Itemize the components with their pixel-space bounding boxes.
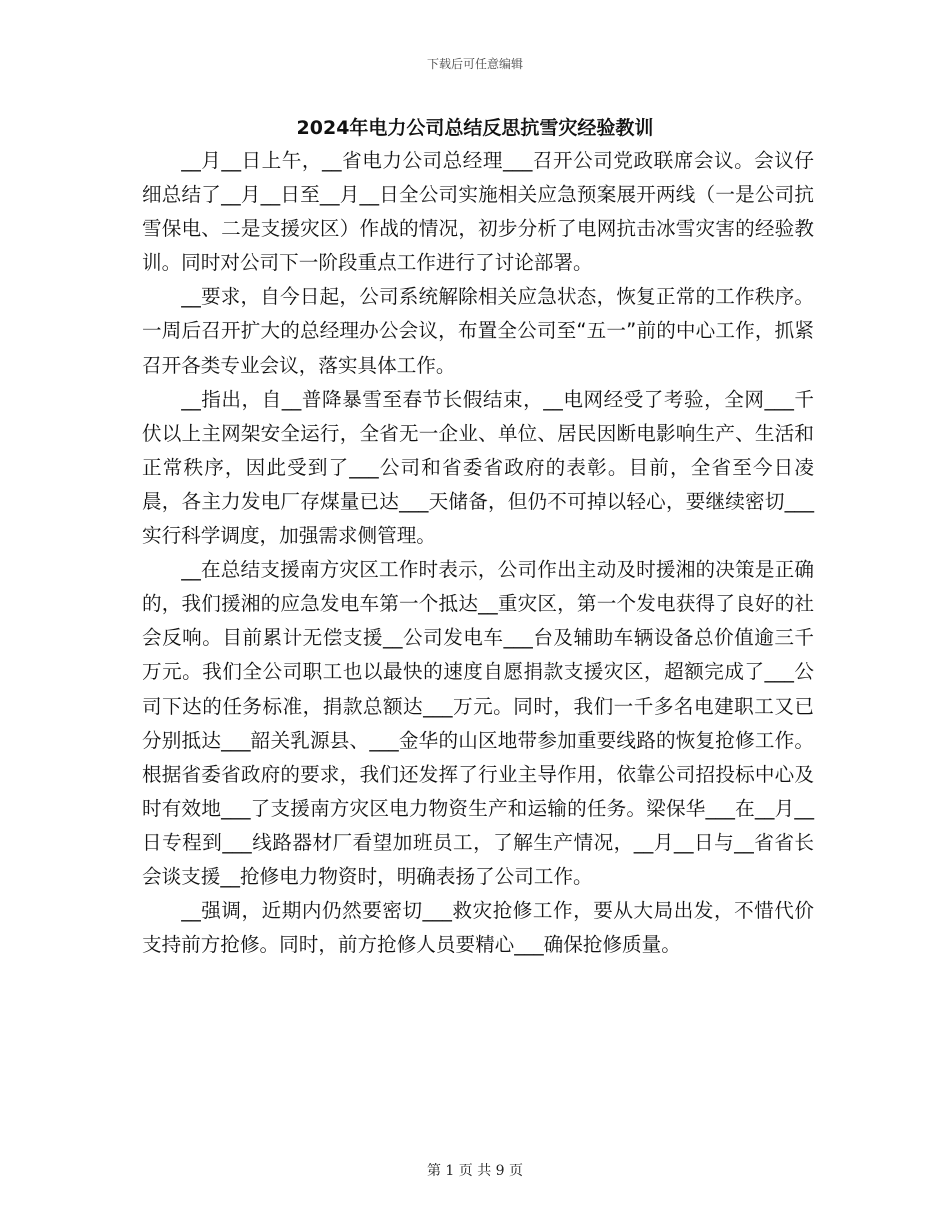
document-body: [142, 144, 814, 962]
paragraph: __要求，自今日起，公司系统解除相关应急状态，恢复正常的工作秩序。一周后召开扩大的总经理办公会议，布置全公司至“五一”前的中心工作，抓紧召开各类专业会议，落实具体工作。: [142, 285, 814, 377]
paragraph: __强调，近期内仍然要密切___救灾抢修工作，要从大局出发，不惜代价支持前方抢修。同时，前方抢修人员要精心___确保抢修质量。: [142, 899, 814, 957]
header-note: 下载后可任意编辑: [426, 57, 523, 71]
paragraph: __月__日上午，__省电力公司总经理___召开公司党政联席会议。会议仔细总结了__月__日至__月__日全公司实施相关应急预案展开两线（一是公司抗雪保电、二是支援灾区）作战的情况，初步分析了电网抗击冰雪灾害的经验教训。同时对公司下一阶段重点工作进行了讨论部署。: [142, 149, 814, 275]
paragraph: __在总结支援南方灾区工作时表示，公司作出主动及时援湘的决策是正确的，我们援湘的应急发电车第一个抵达__重灾区，第一个发电获得了良好的社会反响。目前累计无偿支援__公司发电车___台及辅助车辆设备总价值逾三千万元。我们全公司职工也以最快的速度自愿捐款支援灾区，超额完成了___公司下达的任务标准，捐款总额达___万元。同时，我们一千多名电建职工又已分别抵达___韶关乳源县、___金华的山区地带参加重要线路的恢复抢修工作。根据省委省政府的要求，我们还发挥了行业主导作用，依靠公司招投标中心及时有效地___了支援南方灾区电力物资生产和运输的任务。梁保华___在__月__日专程到___线路器材厂看望加班员工，了解生产情况，__月__日与__省省长会谈支援__抢修电力物资时，明确表扬了公司工作。: [142, 558, 814, 888]
document-title: 2024年电力公司总结反思抗雪灾经验教训: [296, 117, 654, 139]
paragraph: __指出，自__普降暴雪至春节长假结束，__电网经受了考验，全网___千伏以上主网架安全运行，全省无一企业、单位、居民因断电影响生产、生活和正常秩序，因此受到了___公司和省委省政府的表彰。目前，全省至今日凌晨，各主力发电厂存煤量已达___天储备，但仍不可掉以轻心，要继续密切___实行科学调度，加强需求侧管理。: [142, 387, 814, 548]
page-number-footer: 第 1 页 共 9 页: [426, 1163, 524, 1179]
